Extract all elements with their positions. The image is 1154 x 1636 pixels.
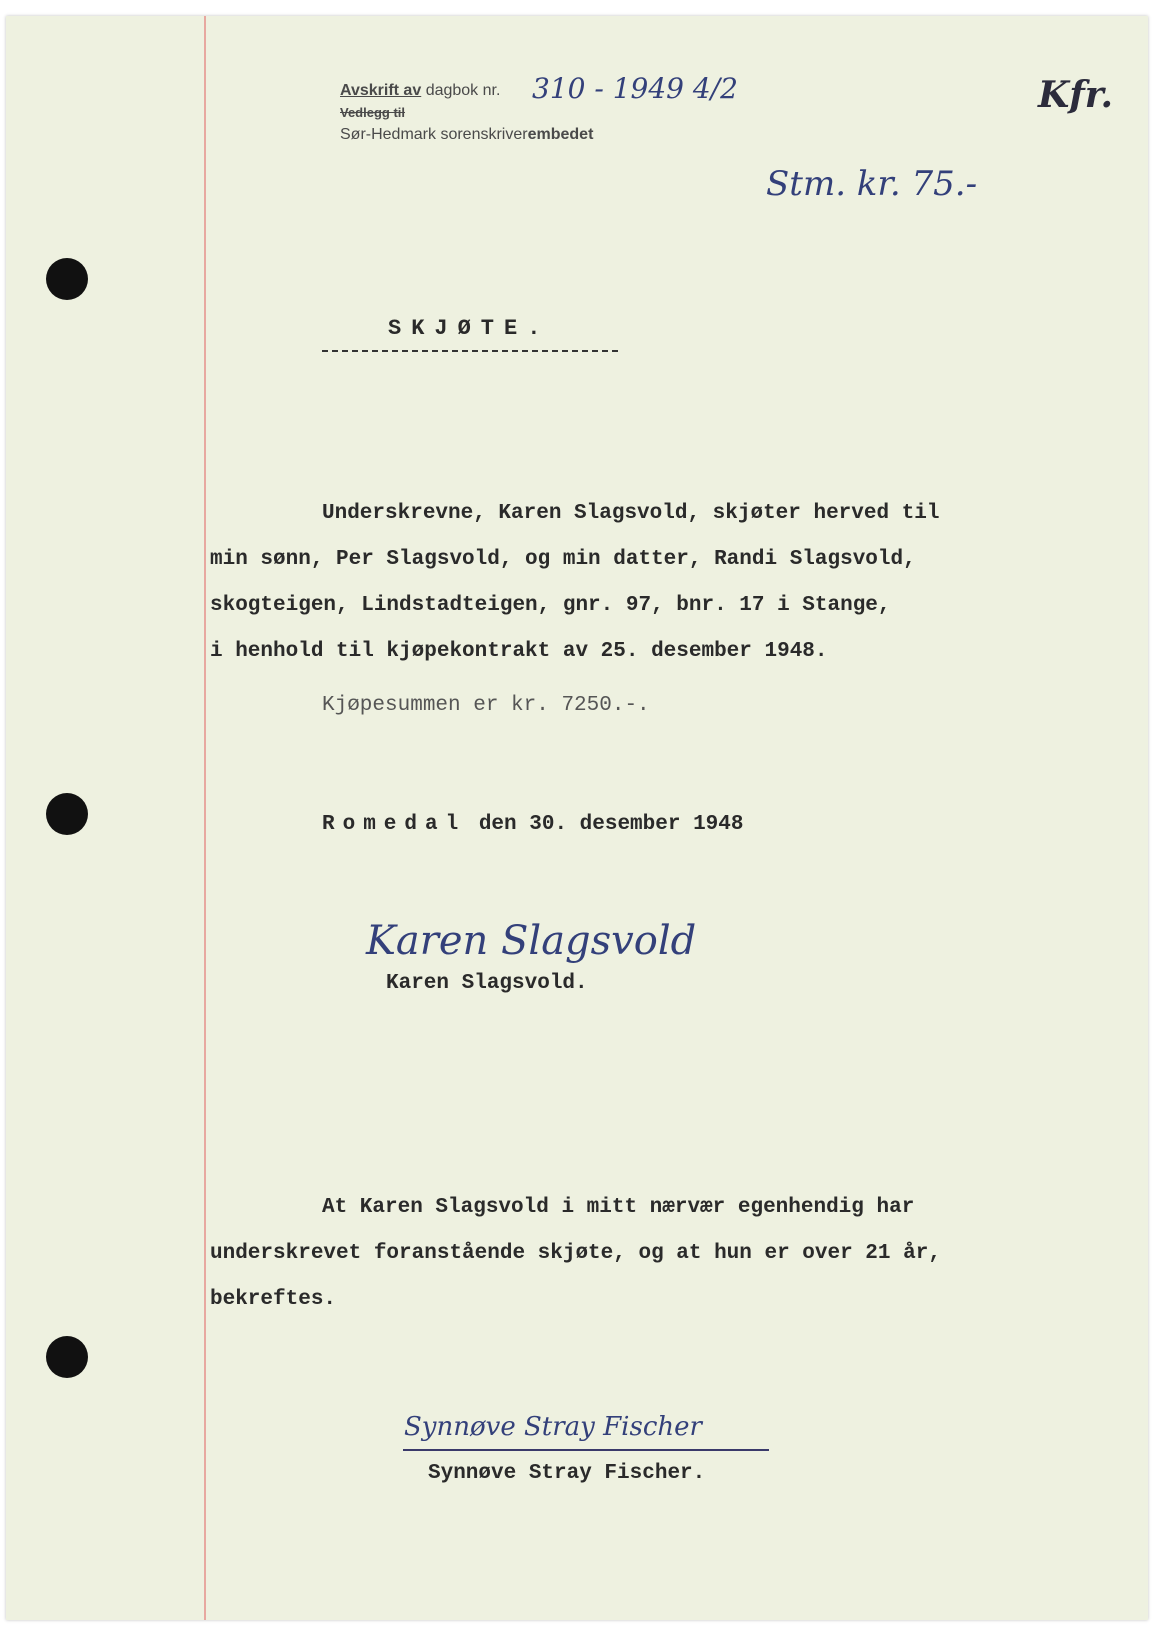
witness-line-1: At Karen Slagsvold i mitt nærvær egenhendig har bbox=[322, 1196, 915, 1219]
purchase-sum: Kjøpesummen er kr. 7250.-. bbox=[322, 694, 650, 717]
witness-handwritten-signature: Synnøve Stray Fischer bbox=[404, 1412, 702, 1442]
place: Romedal bbox=[322, 813, 467, 836]
body-line-4: i henhold til kjøpekontrakt av 25. desember 1948. bbox=[210, 640, 828, 663]
stamp-office-suffix: embedet bbox=[527, 126, 594, 143]
stamp-dagbok-label: dagbok nr. bbox=[425, 82, 501, 99]
place-date-line bbox=[322, 813, 743, 836]
stamp-office-prefix: Sør-Hedmark sorenskriver bbox=[340, 126, 528, 143]
witness-typed-signature: Synnøve Stray Fischer. bbox=[428, 1462, 706, 1485]
margin-line bbox=[204, 16, 206, 1620]
handwritten-signature: Karen Slagsvold bbox=[366, 918, 697, 964]
title-underline bbox=[322, 350, 618, 352]
punch-hole-bottom bbox=[46, 1336, 88, 1378]
witness-line-3: bekreftes. bbox=[210, 1288, 337, 1311]
punch-hole-top bbox=[46, 258, 88, 300]
typed-signature: Karen Slagsvold. bbox=[386, 972, 588, 995]
body-line-3: skogteigen, Lindstadteigen, gnr. 97, bnr. 17 i Stange, bbox=[210, 594, 891, 617]
stamp-vedlegg: Vedlegg til bbox=[340, 105, 406, 120]
handwritten-stamp-fee: Stm. kr. 75.- bbox=[766, 164, 978, 204]
handwritten-initials: Kfr. bbox=[1038, 74, 1113, 116]
punch-hole-middle bbox=[46, 793, 88, 835]
date: den 30. desember 1948 bbox=[478, 813, 744, 836]
body-line-1: Underskrevne, Karen Slagsvold, skjøter herved til bbox=[322, 502, 940, 525]
witness-line-2: underskrevet foranstående skjøte, og at hun er over 21 år, bbox=[210, 1242, 941, 1265]
dagbok-number: 310 - 1949 4/2 bbox=[532, 72, 738, 105]
witness-signature-line bbox=[403, 1449, 769, 1451]
stamp-avskrift: Avskrift av bbox=[340, 82, 422, 99]
document-title: SKJØTE. bbox=[388, 316, 551, 341]
body-line-2: min sønn, Per Slagsvold, og min datter, Randi Slagsvold, bbox=[210, 548, 916, 571]
